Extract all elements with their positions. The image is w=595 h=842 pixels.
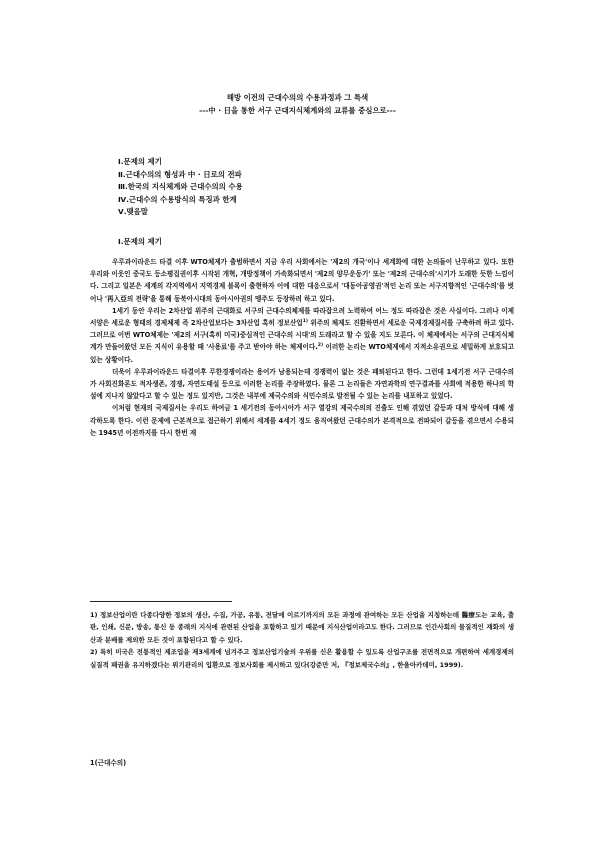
title-block bbox=[60, 92, 535, 116]
footnote-ref[interactable]: 2) bbox=[317, 343, 324, 349]
toc-item: Ⅳ.근대수의 수용방식의 특징과 한계 bbox=[118, 194, 237, 204]
footnotes bbox=[90, 609, 514, 671]
paragraph-text: 1세기 동안 우리는 2차산업 위주의 근대화로 서구의 근대수의체제를 따라잡으려 노력하여 어느 정도 따라잡은 것은 사실이다. 그러나 이제 서양은 세로운 형태의 경제체제 즉 2차산업보다는 3차산업 혹히 정보산업 bbox=[90, 306, 514, 328]
paragraph-text: 우루과이라운드 타결 이후 WTO체제가 출범하면서 지금 우리 사회에서는 '제2의 개국'이나 세계화에 대한 논의들이 난무하고 있다. 또한 우리와 이웃인 중국도 등소평집권이후 시작된 개혁, 개방정책이 가속화되면서 '제2의 양무운동기' 또는 '제2의 근대수의'시기가 도래한 듯한 느낌이다. 그리고 일본은 세계의 각지역에서 지역경제 블록이 출현하자 이에 대한 대응으로서 '대동아공영권'적인 논리 또는 서구지향적인 '근대수의'를 벗어나 '再入亞의 전략'을 통해 동북아시대의 동아시아권의 맹주도 등장하려 하고 있다. bbox=[90, 258, 514, 303]
toc-item: Ⅴ.맺음말 bbox=[118, 207, 148, 216]
toc-item: Ⅰ.문제의 제기 bbox=[118, 157, 162, 166]
paragraph bbox=[90, 256, 514, 305]
paragraph bbox=[90, 366, 514, 403]
page-number: 1(근대수의) bbox=[90, 759, 127, 767]
paragraph-text: 위주의 체제도 진환하면서 세로운 국제경제질서를 구축하려 하고 있다. 그러므로 이번 WTO체제는 '제2의 서구(혹히 미국)중심적인 근대수의 시대'의 도래라고 할 수 있을 지도 모른다. 이 체제에서는 서구의 근대지식체계가 만들어왔던 모든 지식이 유용할 때 '사용료'를 주고 받아야 하는 체제이다. bbox=[90, 319, 514, 352]
paragraph-text: 이처럼 현재의 국제질서는 우리도 하여금 1 세기전의 동아시아가 서구 열강의 제국수의의 진출도 인해 겪었던 갈등과 대처 방식에 대해 생각하도록 한다. 이런 문제에 근본적으로 접근하기 위해서 세계를 4세기 정도 움직여왔던 근대수의가 본격적으로 전파되어 갈등을 겪으면서 수용되는 1945년 이전까지를 다시 한번 재 bbox=[90, 404, 514, 437]
toc-item: Ⅱ.근대수의의 형성과 中 · 日로의 전파 bbox=[118, 169, 242, 179]
footnote: 1) 정보산업이란 다종다양한 정보의 생산, 수집, 가공, 유통, 전달에 이르기까지의 모든 과정에 관여하는 모든 산업을 지칭하는데 醫療도는 교육, 출판, 인쇄, 신문, 방송, 통신 등 종래의 지식에 관련된 산업을 포함하고 있기 때문에 지식산업이라고도 한다. 그러므로 인간사회의 물질적인 재화의 생산과 분배를 제외한 모든 것이 포함된다고 할 수 있다. bbox=[90, 611, 514, 644]
paragraph bbox=[90, 402, 514, 439]
footnote: 2) 특히 미국은 전통적인 제조업을 제3세계에 넘겨주고 정보산업기술의 우위를 신은 활용할 수 있도록 산업구조를 전면적으로 개편하여 세계경제의 실질적 패권을 유지하겠다는 위기관리의 입환으로 정보사회를 제시하고 있다(강준만 저, 『정보제국수의』, 한울아카데미, 1999). bbox=[90, 648, 514, 669]
body-text bbox=[90, 256, 514, 439]
footnote-ref[interactable]: 1) bbox=[302, 318, 308, 324]
paragraph bbox=[90, 305, 514, 366]
table-of-contents bbox=[118, 156, 498, 219]
paragraph-text: 더욱이 우루과이라운드 타결이후 무한경쟁이라는 용어가 남용되는데 경쟁력이 없는 것은 패퇴된다고 한다. 그런데 1세기전 서구 근대수의가 사회진화론도 적자생존, 경쟁, 자연도태설 등으로 이러한 논리를 주장하였다. 물론 그 논리들은 자연과학의 연구결과를 사회에 적용한 하나의 학설에 지나지 않았다고 할 수 있는 정도 있지만, 그것은 내부에 제국수의와 식민수의로 발전될 수 있는 논리를 내포하고 있었다. bbox=[90, 367, 514, 401]
toc-item: Ⅲ.한국의 지식체계와 근대수의의 수용 bbox=[118, 182, 243, 191]
document-subtitle: ---中 · 日을 통한 서구 근대지식체계와의 교류를 중심으로--- bbox=[199, 106, 396, 115]
footnote-divider bbox=[90, 601, 232, 602]
section-heading: Ⅰ.문제의 제기 bbox=[118, 237, 162, 246]
document-title: 해방 이전의 근대수의의 수용과정과 그 특색 bbox=[226, 93, 369, 102]
paragraph-text: 이러한 논리는 WTO체제에서 지적소유권으로 세밀하게 보호되고 있는 상황이다. bbox=[90, 343, 514, 364]
